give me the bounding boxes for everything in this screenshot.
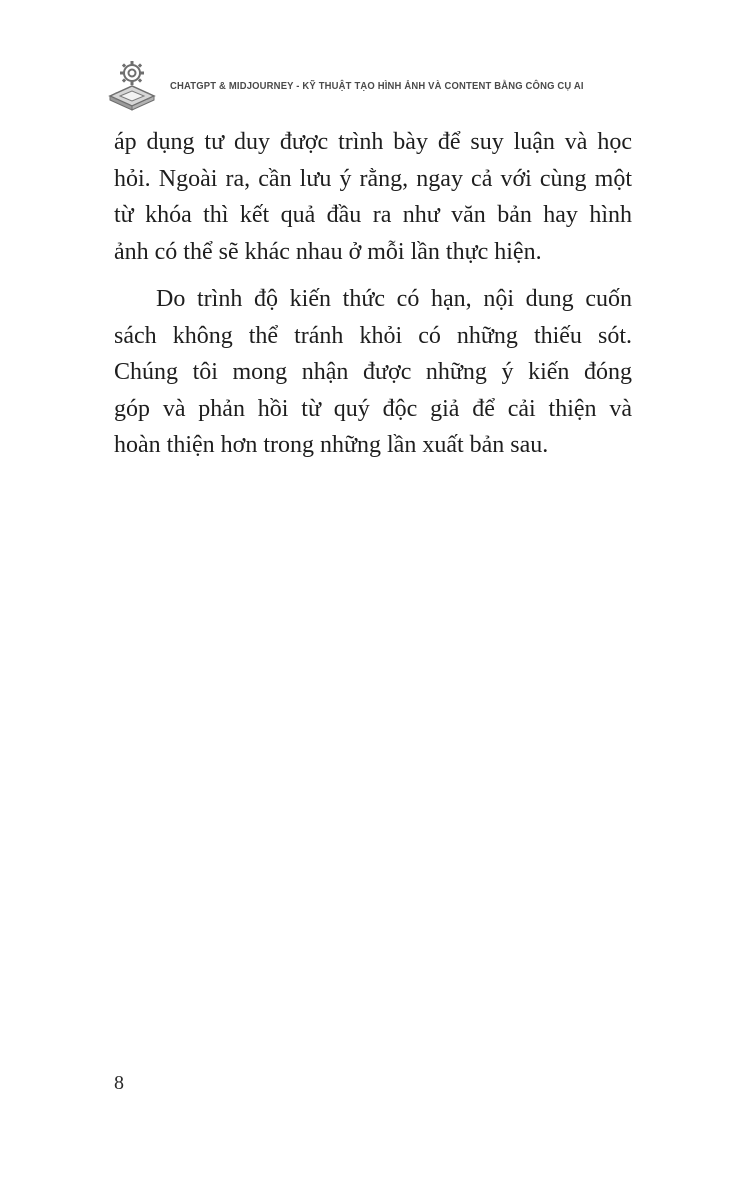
body-text xyxy=(114,124,632,464)
running-head-title: CHATGPT & MIDJOURNEY - KỸ THUẬT TẠO HÌNH ẢNH VÀ CONTENT BẰNG CÔNG CỤ AI xyxy=(170,80,584,92)
page-header xyxy=(104,54,664,114)
text-line: Chúng tôi mong nhận được những ý kiến đóng xyxy=(114,359,632,385)
text-line: Do trình độ kiến thức có hạn, nội dung cuốn xyxy=(156,286,632,312)
text-line: áp dụng tư duy được trình bày để suy luận và học xyxy=(114,129,632,155)
paragraph-2 xyxy=(114,281,632,464)
paragraph-1 xyxy=(114,124,632,270)
text-line: góp và phản hồi từ quý độc giả để cải thiện và xyxy=(114,395,632,422)
gear-chip-logo-icon xyxy=(104,56,160,112)
text-line: hoàn thiện hơn trong những lần xuất bản sau. xyxy=(114,432,549,458)
text-line: ảnh có thể sẽ khác nhau ở mỗi lần thực hiện. xyxy=(114,238,542,265)
text-line: hỏi. Ngoài ra, cần lưu ý rằng, ngay cả với cùng một xyxy=(114,165,632,192)
text-line: từ khóa thì kết quả đầu ra như văn bản hay hình xyxy=(114,202,632,228)
page-number: 8 xyxy=(114,1072,124,1094)
text-line: sách không thể tránh khỏi có những thiếu sót. xyxy=(114,322,632,349)
